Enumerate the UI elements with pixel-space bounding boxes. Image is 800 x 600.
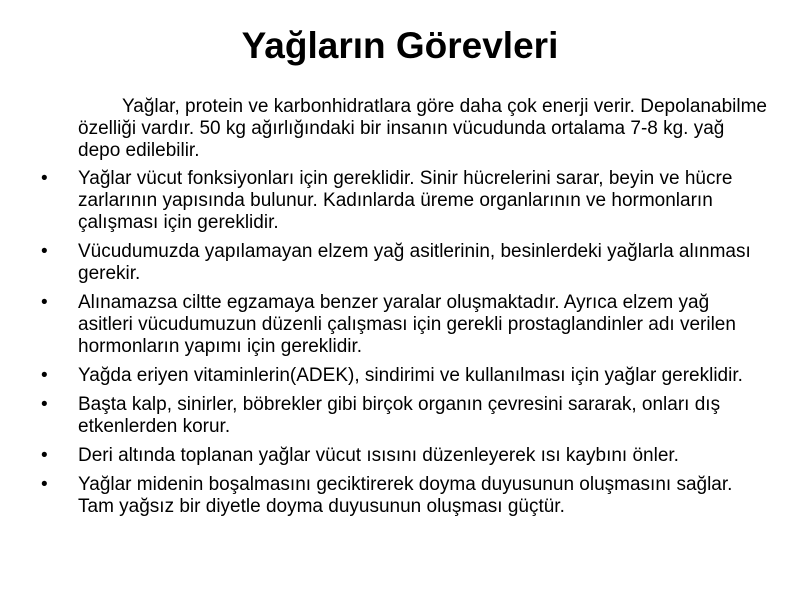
bullet-text: Vücudumuzda yapılamayan elzem yağ asitlerinin, besinlerdeki yağlarla alınması gerekir.	[78, 241, 751, 284]
bullet-item	[0, 292, 768, 358]
bullet-list	[0, 168, 800, 525]
bullet-text: Yağda eriyen vitaminlerin(ADEK), sindirimi ve kullanılması için yağlar gereklidir.	[78, 365, 743, 386]
bullet-dot-icon: •	[41, 241, 48, 262]
bullet-item	[0, 445, 768, 467]
bullet-text: Yağlar midenin boşalmasını geciktirerek doyma duyusunun oluşmasını sağlar. Tam yağsız bir diyetle doyma duyusunun oluşması güçtür.	[78, 474, 733, 517]
bullet-text: Başta kalp, sinirler, böbrekler gibi birçok organın çevresini sararak, onları dış etkenlerden korur.	[78, 394, 721, 437]
bullet-text: Yağlar vücut fonksiyonları için gereklidir. Sinir hücrelerini sarar, beyin ve hücre zarlarının yapısında bulunur. Kadınlarda üreme organlarının ve hormonların çalışması için gereklidir.	[78, 168, 733, 233]
bullet-text: Alınamazsa ciltte egzamaya benzer yaralar oluşmaktadır. Ayrıca elzem yağ asitleri vücudumuzun düzenli çalışması için gerekli prostaglandinler adı verilen hormonların yapımı için gereklidir.	[78, 292, 736, 357]
bullet-item	[0, 365, 768, 387]
bullet-dot-icon: •	[41, 445, 48, 466]
bullet-dot-icon: •	[41, 394, 48, 415]
bullet-dot-icon: •	[41, 292, 48, 313]
intro-paragraph: Yağlar, protein ve karbonhidratlara göre daha çok enerji verir. Depolanabilme özelliği vardır. 50 kg ağırlığındaki bir insanın vücudunda ortalama 7-8 kg. yağ depo edilebilir.	[78, 96, 767, 161]
bullet-dot-icon: •	[41, 474, 48, 495]
bullet-item	[0, 241, 768, 285]
bullet-item	[0, 394, 768, 438]
bullet-dot-icon: •	[41, 365, 48, 386]
bullet-item	[0, 474, 768, 518]
bullet-text: Deri altında toplanan yağlar vücut ısısını düzenleyerek ısı kaybını önler.	[78, 445, 679, 466]
bullet-item	[0, 168, 768, 234]
bullet-dot-icon: •	[41, 168, 48, 189]
slide-title: Yağların Görevleri	[241, 25, 559, 66]
